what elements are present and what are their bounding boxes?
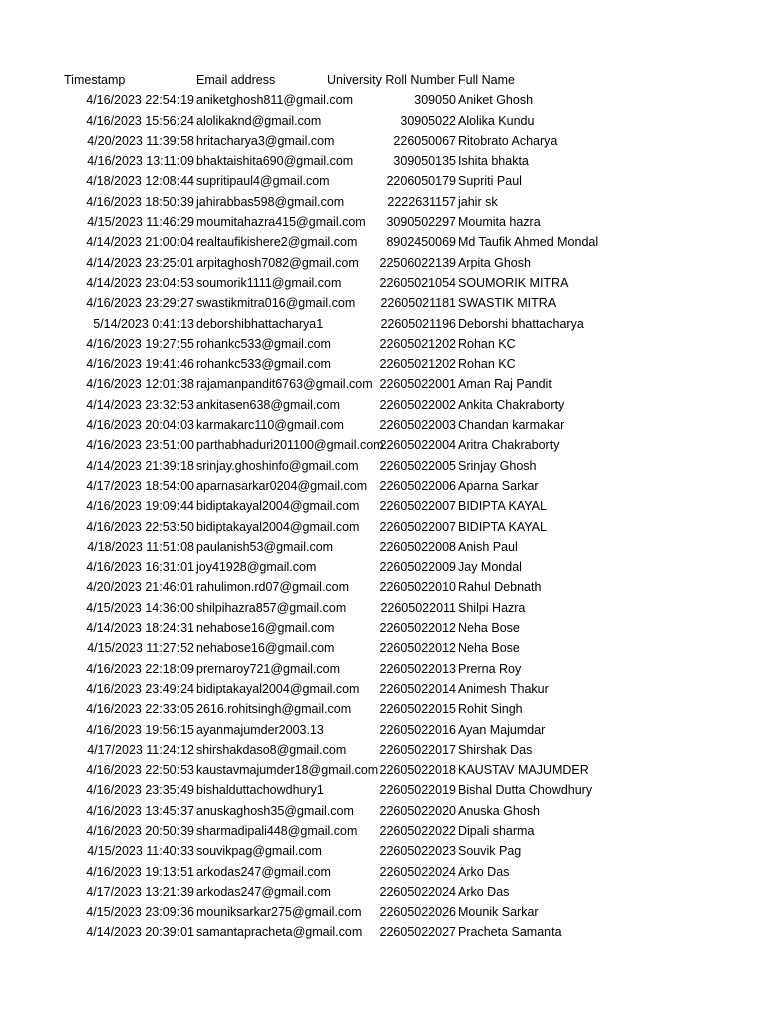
full-name-cell: Ishita bhakta [458,154,529,169]
header-timestamp: Timestamp [64,73,126,87]
timestamp-cell: 4/20/2023 11:39:58 [87,133,194,148]
timestamp-cell: 4/18/2023 12:08:44 [86,174,194,189]
full-name-cell: Arpita Ghosh [458,255,531,270]
full-name-cell: Dipali sharma [458,823,535,838]
table-row [0,334,768,354]
timestamp-cell: 4/16/2023 19:13:51 [86,864,194,879]
table-row [0,90,768,110]
table-row [0,638,768,658]
full-name-cell: Srinjay Ghosh [458,458,537,473]
table-row [0,314,768,334]
table-row [0,354,768,374]
table-row [0,111,768,131]
email-cell: joy41928@gmail.com [196,560,317,575]
table-row [0,395,768,415]
roll-number-cell: 8902450069 [386,235,456,250]
full-name-cell: Ayan Majumdar [458,722,546,737]
full-name-cell: Prerna Roy [458,661,522,676]
roll-number-cell: 22605022011 [380,600,456,615]
table-row [0,760,768,780]
email-cell: deborshibhattacharya1 [196,316,324,331]
email-cell: souvikpag@gmail.com [196,844,322,859]
roll-number-cell: 22605022024 [379,884,456,899]
full-name-cell: Moumita hazra [458,215,541,230]
full-name-cell: Neha Bose [458,641,520,656]
roll-number-cell: 22605022009 [379,560,456,575]
email-cell: bidiptakayal2004@gmail.com [196,499,360,514]
table-row [0,821,768,841]
email-cell: bishalduttachowdhury1 [196,783,324,798]
timestamp-cell: 4/15/2023 11:27:52 [87,641,194,656]
table-row [0,374,768,394]
timestamp-cell: 4/16/2023 19:56:15 [86,722,194,737]
full-name-cell: Shilpi Hazra [458,600,526,615]
timestamp-cell: 4/16/2023 23:29:27 [86,296,194,311]
roll-number-cell: 30905022 [400,113,456,128]
full-name-cell: Supriti Paul [458,174,522,189]
email-cell: soumorik1111@gmail.com [196,275,342,290]
table-row [0,293,768,313]
roll-number-cell: 22605022012 [379,621,456,636]
timestamp-cell: 4/15/2023 11:40:33 [87,844,194,859]
table-row [0,273,768,293]
roll-number-cell: 22605022002 [379,397,456,412]
table-row [0,618,768,638]
full-name-cell: Rohan KC [458,336,516,351]
roll-number-cell: 22605022027 [379,925,456,940]
roll-number-cell: 22605021202 [379,357,456,372]
timestamp-cell: 4/14/2023 23:25:01 [86,255,194,270]
email-cell: rohankc533@gmail.com [196,357,331,372]
timestamp-cell: 4/17/2023 13:21:39 [86,884,194,899]
table-body [0,90,768,942]
roll-number-cell: 22605022001 [379,377,456,392]
roll-number-cell: 22605022007 [379,519,456,534]
roll-number-cell: 226050067 [393,133,456,148]
roll-number-cell: 22605022006 [379,478,456,493]
table-row [0,131,768,151]
roll-number-cell: 3090502297 [386,215,456,230]
email-cell: samantapracheta@gmail.com [196,925,363,940]
email-cell: 2616.rohitsingh@gmail.com [196,702,352,717]
full-name-cell: Ritobrato Acharya [458,133,558,148]
email-cell: shirshakdaso8@gmail.com [196,742,347,757]
table-row [0,922,768,942]
timestamp-cell: 4/14/2023 23:04:53 [86,275,194,290]
table-row [0,659,768,679]
table-row [0,780,768,800]
timestamp-cell: 4/16/2023 23:49:24 [86,681,194,696]
timestamp-cell: 4/16/2023 22:18:09 [86,661,194,676]
email-cell: srinjay.ghoshinfo@gmail.com [196,458,359,473]
full-name-cell: Alolika Kundu [458,113,535,128]
email-cell: moumitahazra415@gmail.com [196,215,366,230]
timestamp-cell: 4/14/2023 20:39:01 [86,925,194,940]
full-name-cell: Aparna Sarkar [458,478,539,493]
full-name-cell: KAUSTAV MAJUMDER [458,763,589,778]
roll-number-cell: 22605022005 [379,458,456,473]
full-name-cell: Jay Mondal [458,560,522,575]
email-cell: realtaufikishere2@gmail.com [196,235,358,250]
timestamp-cell: 4/16/2023 19:41:46 [86,357,194,372]
email-cell: anuskaghosh35@gmail.com [196,803,354,818]
header-full-name: Full Name [458,73,515,87]
full-name-cell: Shirshak Das [458,742,533,757]
full-name-cell: Bishal Dutta Chowdhury [458,783,593,798]
roll-number-cell: 22605022022 [379,823,456,838]
roll-number-cell: 22605022020 [379,803,456,818]
email-cell: arkodas247@gmail.com [196,864,331,879]
roll-number-cell: 22605021196 [380,316,456,331]
roll-number-cell: 22605022017 [379,742,456,757]
email-cell: rahulimon.rd07@gmail.com [196,580,350,595]
table-row [0,577,768,597]
full-name-cell: Chandan karmakar [458,418,565,433]
full-name-cell: SWASTIK MITRA [458,296,557,311]
timestamp-cell: 4/18/2023 11:51:08 [87,539,194,554]
full-name-cell: Anuska Ghosh [458,803,540,818]
roll-number-cell: 22605022010 [379,580,456,595]
timestamp-cell: 4/14/2023 18:24:31 [86,621,194,636]
email-cell: bidiptakayal2004@gmail.com [196,519,360,534]
full-name-cell: Pracheta Samanta [458,925,562,940]
table-row [0,598,768,618]
roll-number-cell: 22605022023 [379,844,456,859]
table-row [0,557,768,577]
email-cell: ankitasen638@gmail.com [196,397,341,412]
email-cell: aniketghosh811@gmail.com [196,93,353,108]
full-name-cell: Arko Das [458,884,510,899]
email-cell: karmakarc110@gmail.com [196,418,344,433]
timestamp-cell: 4/16/2023 18:50:39 [86,194,194,209]
timestamp-cell: 4/16/2023 19:09:44 [86,499,194,514]
full-name-cell: Aman Raj Pandit [458,377,552,392]
table-row [0,902,768,922]
table-row [0,456,768,476]
timestamp-cell: 4/17/2023 18:54:00 [86,478,194,493]
roll-number-cell: 22605021181 [380,296,456,311]
full-name-cell: Rohan KC [458,357,516,372]
table-row [0,171,768,191]
email-cell: kaustavmajumder18@gmail.com [196,763,379,778]
email-cell: paulanish53@gmail.com [196,539,334,554]
table-row [0,476,768,496]
table-row [0,212,768,232]
full-name-cell: jahir sk [458,194,498,209]
email-cell: arpitaghosh7082@gmail.com [196,255,359,270]
timestamp-cell: 4/16/2023 23:35:49 [86,783,194,798]
table-row [0,435,768,455]
roll-number-cell: 22605022004 [379,438,456,453]
full-name-cell: Md Taufik Ahmed Mondal [458,235,599,250]
email-cell: rohankc533@gmail.com [196,336,331,351]
roll-number-cell: 22605022012 [379,641,456,656]
full-name-cell: Ankita Chakraborty [458,397,565,412]
table-row [0,862,768,882]
email-cell: nehabose16@gmail.com [196,641,335,656]
timestamp-cell: 4/20/2023 21:46:01 [86,580,194,595]
email-cell: bidiptakayal2004@gmail.com [196,681,360,696]
table-row [0,415,768,435]
full-name-cell: Souvik Pag [458,844,522,859]
timestamp-cell: 4/14/2023 21:39:18 [86,458,194,473]
roll-number-cell: 22605022026 [379,905,456,920]
roll-number-cell: 22605022015 [379,702,456,717]
full-name-cell: SOUMORIK MITRA [458,275,569,290]
roll-number-cell: 2222631157 [387,194,456,209]
full-name-cell: Aritra Chakraborty [458,438,560,453]
roll-number-cell: 22605022019 [379,783,456,798]
roll-number-cell: 22506022139 [379,255,456,270]
full-name-cell: Anish Paul [458,539,518,554]
table-row [0,517,768,537]
full-name-cell: Rohit Singh [458,702,523,717]
timestamp-cell: 4/16/2023 22:54:19 [86,93,194,108]
header-row [0,70,768,90]
full-name-cell: Aniket Ghosh [458,93,534,108]
timestamp-cell: 4/16/2023 12:01:38 [86,377,194,392]
full-name-cell: Animesh Thakur [458,681,549,696]
email-cell: mouniksarkar275@gmail.com [196,905,362,920]
header-email: Email address [196,73,276,87]
timestamp-cell: 4/14/2023 21:00:04 [86,235,194,250]
roll-number-cell: 22605022018 [379,763,456,778]
timestamp-cell: 4/16/2023 20:04:03 [86,418,194,433]
table-row [0,720,768,740]
table-row [0,537,768,557]
full-name-cell: Deborshi bhattacharya [458,316,584,331]
email-cell: prernaroy721@gmail.com [196,661,341,676]
timestamp-cell: 4/16/2023 22:33:05 [86,702,194,717]
roll-number-cell: 22605022007 [379,499,456,514]
full-name-cell: Arko Das [458,864,510,879]
roll-number-cell: 22605022016 [379,722,456,737]
full-name-cell: Rahul Debnath [458,580,542,595]
full-name-cell: BIDIPTA KAYAL [458,519,547,534]
email-cell: nehabose16@gmail.com [196,621,335,636]
roll-number-cell: 309050 [414,93,456,108]
email-cell: swastikmitra016@gmail.com [196,296,356,311]
spreadsheet-table [0,70,768,943]
roll-number-cell: 22605021202 [379,336,456,351]
header-roll-number: University Roll Number [327,73,455,87]
timestamp-cell: 4/16/2023 20:50:39 [86,823,194,838]
email-cell: ayanmajumder2003.13 [196,722,324,737]
table-row [0,699,768,719]
email-cell: sharmadipali448@gmail.com [196,823,358,838]
timestamp-cell: 4/14/2023 23:32:53 [86,397,194,412]
email-cell: rajamanpandit6763@gmail.com [196,377,373,392]
roll-number-cell: 2206050179 [386,174,456,189]
email-cell: alolikaknd@gmail.com [196,113,322,128]
email-cell: aparnasarkar0204@gmail.com [196,478,368,493]
timestamp-cell: 4/15/2023 14:36:00 [86,600,194,615]
timestamp-cell: 4/17/2023 11:24:12 [87,742,194,757]
table-row [0,801,768,821]
timestamp-cell: 4/16/2023 22:53:50 [86,519,194,534]
timestamp-cell: 4/16/2023 16:31:01 [86,560,194,575]
roll-number-cell: 22605022003 [379,418,456,433]
email-cell: bhaktaishita690@gmail.com [196,154,354,169]
email-cell: jahirabbas598@gmail.com [196,194,345,209]
email-cell: shilpihazra857@gmail.com [196,600,347,615]
table-row [0,740,768,760]
timestamp-cell: 5/14/2023 0:41:13 [93,316,194,331]
roll-number-cell: 22605022008 [379,539,456,554]
table-row [0,679,768,699]
timestamp-cell: 4/16/2023 13:45:37 [86,803,194,818]
table-row [0,496,768,516]
timestamp-cell: 4/16/2023 19:27:55 [86,336,194,351]
timestamp-cell: 4/16/2023 13:11:09 [87,154,194,169]
table-row [0,882,768,902]
roll-number-cell: 309050135 [393,154,456,169]
roll-number-cell: 22605022014 [379,681,456,696]
table-row [0,232,768,252]
timestamp-cell: 4/15/2023 11:46:29 [87,215,194,230]
table-row [0,192,768,212]
full-name-cell: Neha Bose [458,621,520,636]
roll-number-cell: 22605022013 [379,661,456,676]
timestamp-cell: 4/16/2023 23:51:00 [86,438,194,453]
timestamp-cell: 4/15/2023 23:09:36 [86,905,194,920]
email-cell: hritacharya3@gmail.com [196,133,335,148]
table-row [0,151,768,171]
full-name-cell: BIDIPTA KAYAL [458,499,547,514]
table-row [0,841,768,861]
table-row [0,253,768,273]
email-cell: arkodas247@gmail.com [196,884,331,899]
roll-number-cell: 22605021054 [379,275,456,290]
full-name-cell: Mounik Sarkar [458,905,539,920]
timestamp-cell: 4/16/2023 15:56:24 [86,113,194,128]
email-cell: supritipaul4@gmail.com [196,174,330,189]
timestamp-cell: 4/16/2023 22:50:53 [86,763,194,778]
email-cell: parthabhaduri201100@gmail.com [196,438,384,453]
roll-number-cell: 22605022024 [379,864,456,879]
